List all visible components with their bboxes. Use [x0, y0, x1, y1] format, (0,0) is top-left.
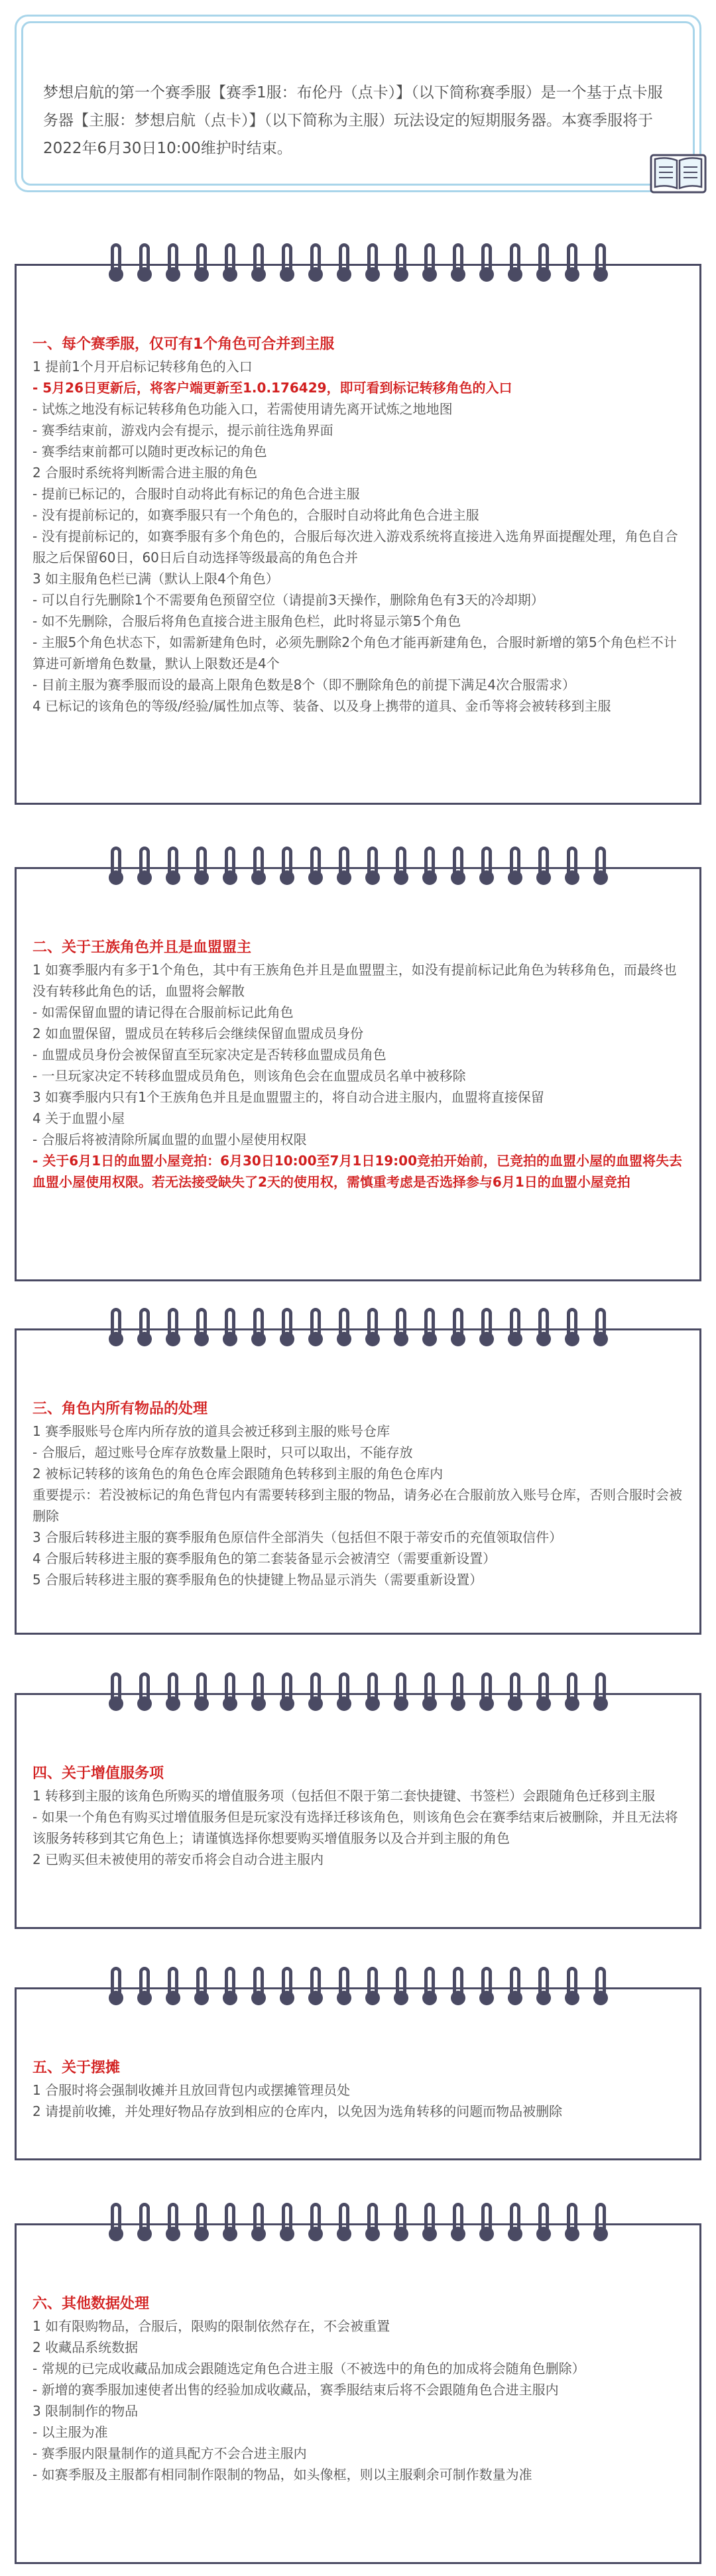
section-line: - 目前主服为赛季服而设的最高上限角色数是8个（即不删除角色的前提下满足4次合服需求） — [32, 677, 576, 693]
section-line: 4 合服后转移进主服的赛季服角色的第二套装备显示会被清空（需要重新设置） — [32, 1551, 497, 1566]
section-line: 4 已标记的该角色的等级/经验/属性加点等、装备、以及身上携带的道具、金币等将会被转移到主服 — [32, 698, 611, 714]
section-line: 1 赛季服账号仓库内所存放的道具会被迁移到主服的账号仓库 — [32, 1423, 390, 1439]
section-line: 2 被标记转移的该角色的角色仓库会跟随角色转移到主服的角色仓库内 — [32, 1466, 444, 1482]
section-line: - 一旦玩家决定不转移血盟成员角色，则该角色会在血盟成员名单中被移除 — [32, 1068, 466, 1084]
section-line: 2 合服时系统将判断需合进主服的角色 — [32, 465, 258, 481]
section-line: - 血盟成员身份会被保留直至玩家决定是否转移血盟成员角色 — [32, 1047, 387, 1063]
section-line: - 主服5个角色状态下，如需新建角色时，必须先删除2个角色才能再新建角色，合服时新增的第5个角色栏不计算进可新增角色数量，默认上限数还是4个 — [32, 634, 677, 672]
section-line: - 赛季结束前都可以随时更改标记的角色 — [32, 443, 267, 459]
section-card — [15, 1328, 701, 1635]
section-line: - 赛季结束前，游戏内会有提示，提示前往选角界面 — [32, 422, 333, 438]
section-line: - 如需保留血盟的请记得在合服前标记此角色 — [32, 1004, 294, 1020]
section-line: 3 限制制作的物品 — [32, 2403, 139, 2419]
section-line: - 没有提前标记的，如赛季服只有一个角色的，合服时自动将此角色合进主服 — [32, 507, 479, 523]
section-line: - 新增的赛季服加速使者出售的经验加成收藏品，赛季服结束后将不会跟随角色合进主服内 — [32, 2382, 559, 2398]
section-line: 3 如赛季服内只有1个王族角色并且是血盟盟主的，将自动合进主服内，血盟将直接保留 — [32, 1089, 544, 1105]
highlight-notice: - 关于6月1日的血盟小屋竞拍：6月30日10:00至7月1日19:00竞拍开始前，已竞拍的血盟小屋的血盟将失去血盟小屋使用权限。若无法接受缺失了2天的使用权，需慎重考虑是否选择参与6月1日的血盟小屋竞拍 — [32, 1153, 682, 1190]
section-title: 三、角色内所有物品的处理 — [32, 1401, 208, 1417]
section-card — [15, 2223, 701, 2564]
section-title: 四、关于增值服务项 — [32, 1765, 164, 1782]
section-line: 1 转移到主服的该角色所购买的增值服务项（包括但不限于第二套快捷键、书签栏）会跟随角色迁移到主服 — [32, 1788, 656, 1804]
section-line: 1 合服时将会强制收摊并且放回背包内或摆摊管理员处 — [32, 2082, 351, 2098]
section-line: 2 请提前收摊，并处理好物品存放到相应的仓库内，以免因为选角转移的问题而物品被删除 — [32, 2103, 563, 2119]
section-card — [15, 867, 701, 1281]
section-body — [17, 1989, 699, 2122]
section-line: 4 关于血盟小屋 — [32, 1110, 125, 1126]
section-body — [17, 1695, 699, 1870]
section-line: 3 合服后转移进主服的赛季服角色原信件全部消失（包括但不限于蒂安币的充值领取信件） — [32, 1529, 563, 1545]
section-title: 一、每个赛季服，仅可有1个角色可合并到主服 — [32, 336, 335, 353]
section-card — [15, 1987, 701, 2160]
section-line: 1 提前1个月开启标记转移角色的入口 — [32, 359, 253, 375]
section-line: - 常规的已完成收藏品加成会跟随选定角色合进主服（不被选中的角色的加成将会随角色删除） — [32, 2361, 585, 2376]
section-line: - 合服后将被清除所属血盟的血盟小屋使用权限 — [32, 1132, 307, 1147]
section-line: 1 如赛季服内有多于1个角色，其中有王族角色并且是血盟盟主，如没有提前标记此角色为转移角色，而最终也没有转移此角色的话，血盟将会解散 — [32, 962, 677, 999]
section-line: 1 如有限购物品，合服后，限购的限制依然存在，不会被重置 — [32, 2318, 390, 2334]
section-title: 六、其他数据处理 — [32, 2296, 150, 2312]
section-line: - 赛季服内限量制作的道具配方不会合进主服内 — [32, 2445, 307, 2461]
section-line: - 可以自行先删除1个不需要角色预留空位（请提前3天操作，删除角色有3天的冷却期） — [32, 592, 544, 608]
highlight-notice: - 5月26日更新后，将客户端更新至1.0.176429，即可看到标记转移角色的入口 — [32, 380, 512, 396]
section-line: - 提前已标记的，合服时自动将此有标记的角色合进主服 — [32, 486, 360, 502]
section-card — [15, 1693, 701, 1929]
section-body — [17, 1330, 699, 1590]
section-line: 5 合服后转移进主服的赛季服角色的快捷键上物品显示消失（需要重新设置） — [32, 1572, 483, 1588]
section-line: - 试炼之地没有标记转移角色功能入口，若需使用请先离开试炼之地地图 — [32, 401, 453, 417]
open-book-icon — [650, 152, 707, 195]
section-card — [15, 264, 701, 805]
section-line: - 如赛季服及主服都有相同制作限制的物品，如头像框，则以主服剩余可制作数量为准 — [32, 2467, 532, 2483]
section-line: - 没有提前标记的，如赛季服有多个角色的，合服后每次进入游戏系统将直接进入选角界面提醒处理，角色自合服之后保留60日，60日后自动选择等级最高的角色合并 — [32, 528, 678, 565]
intro-text: 梦想启航的第一个赛季服【赛季1服：布伦丹（点卡）】（以下简称赛季服）是一个基于点卡服务器【主服：梦想启航（点卡）】（以下简称为主服）玩法设定的短期服务器。本赛季服将于2022年6月30日10:00维护时结束。 — [21, 21, 695, 186]
section-line: - 以主服为准 — [32, 2424, 108, 2440]
section-line: 2 如血盟保留，盟成员在转移后会继续保留血盟成员身份 — [32, 1025, 364, 1041]
section-body — [17, 266, 699, 717]
section-line: - 如果一个角色有购买过增值服务但是玩家没有选择迁移该角色，则该角色会在赛季结束后被删除，并且无法将该服务转移到其它角色上；请谨慎选择你想要购买增值服务以及合并到主服的角色 — [32, 1809, 678, 1846]
section-title: 二、关于王族角色并且是血盟盟主 — [32, 939, 252, 956]
section-line: - 如不先删除，合服后将角色直接合进主服角色栏，此时将显示第5个角色 — [32, 613, 461, 629]
section-line: 3 如主服角色栏已满（默认上限4个角色） — [32, 571, 279, 587]
section-line: - 合服后，超过账号仓库存放数量上限时，只可以取出，不能存放 — [32, 1444, 413, 1460]
section-line: 2 收藏品系统数据 — [32, 2339, 139, 2355]
section-title: 五、关于摆摊 — [32, 2060, 121, 2076]
section-body — [17, 2225, 699, 2485]
section-line: 重要提示：若没被标记的角色背包内有需要转移到主服的物品，请务必在合服前放入账号仓库，否则合服时会被删除 — [32, 1487, 682, 1524]
section-line: 2 已购买但未被使用的蒂安币将会自动合进主服内 — [32, 1851, 324, 1867]
intro-box — [15, 15, 701, 192]
section-body — [17, 869, 699, 1193]
